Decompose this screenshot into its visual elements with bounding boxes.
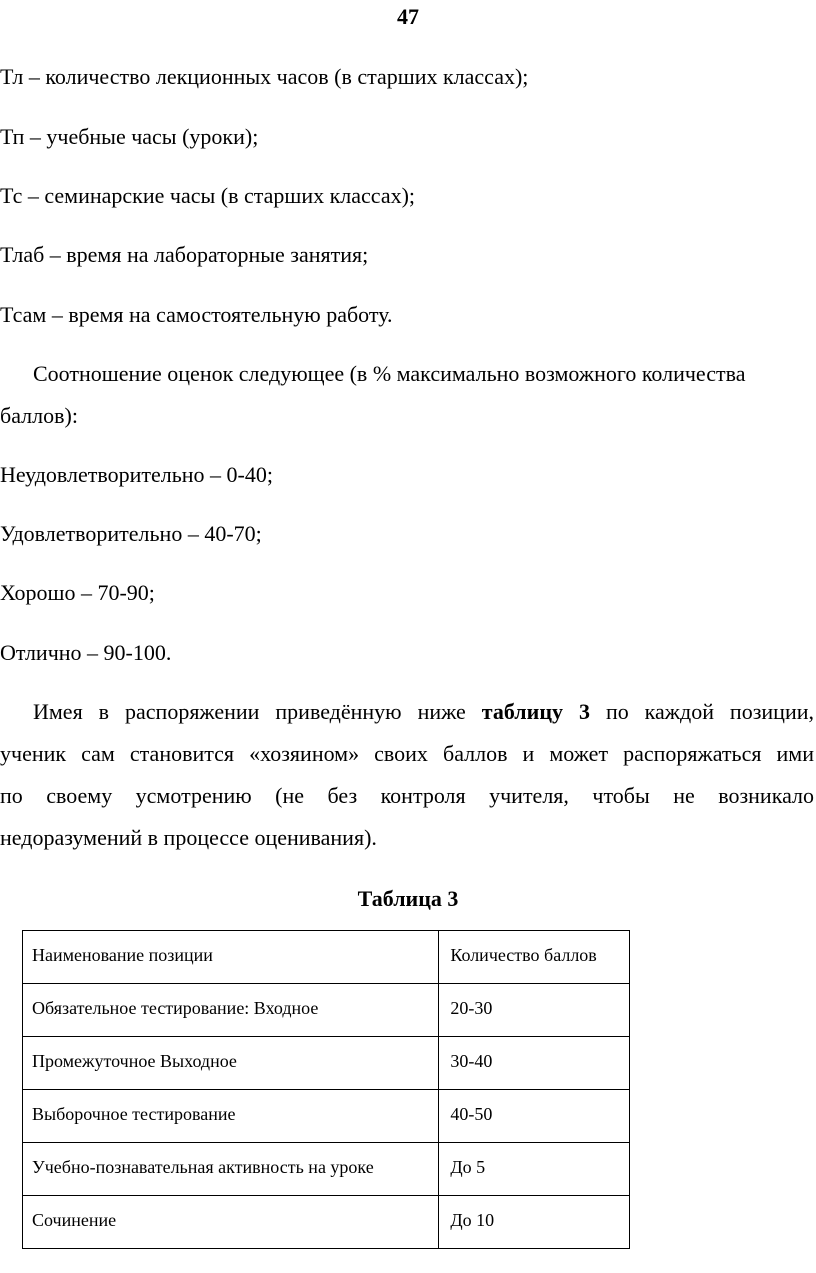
table-cell-position: Промежуточное Выходное [23,1037,439,1090]
table-cell-points: 40-50 [439,1090,630,1143]
paragraph-text: по каждой позиции, [605,699,814,724]
grade-line: Хорошо – 70-90; [0,580,155,605]
table-header-row [23,931,630,984]
paragraph-line: ученик сам становится «хозяином» своих баллов и может распоряжаться ими [0,741,814,766]
grade-line: Удовлетворительно – 40-70; [0,521,262,546]
definition-line: Тп – учебные часы (уроки); [0,124,259,149]
table-cell-position: Учебно-познавательная активность на уроке [23,1143,439,1196]
table-caption: Таблица 3 [357,886,459,911]
paragraph-line: по своему усмотрению (не без контроля учителя, чтобы не возникало [0,783,814,808]
table-cell-position: Выборочное тестирование [23,1090,439,1143]
grade-line: Неудовлетворительно – 0-40; [0,462,273,487]
table-cell-points: До 5 [439,1143,630,1196]
table-row [23,984,630,1037]
definition-line: Тлаб – время на лабораторные занятия; [0,242,369,267]
table-row [23,1090,630,1143]
table-row [23,1143,630,1196]
grade-line: Отлично – 90-100. [0,640,172,665]
table-cell-points: 30-40 [439,1037,630,1090]
table-reference: таблицу 3 [481,699,590,724]
definition-line: Тсам – время на самостоятельную работу. [0,302,393,327]
ratio-intro-line: баллов): [0,403,78,428]
table-row [23,1037,630,1090]
table-row [23,1196,630,1249]
definition-line: Тс – семинарские часы (в старших классах); [0,183,416,208]
points-table [22,930,630,1249]
table-cell-position: Обязательное тестирование: Входное [23,984,439,1037]
definition-line: Тл – количество лекционных часов (в старших классах); [0,64,529,89]
paragraph-line: недоразумений в процессе оценивания). [0,825,377,850]
paragraph-line [0,699,814,725]
ratio-intro-line: Соотношение оценок следующее (в % максимально возможного количества [33,361,746,386]
page-number: 47 [397,4,419,29]
table-header-cell: Наименование позиции [23,931,439,984]
table-cell-position: Сочинение [23,1196,439,1249]
table-cell-points: 20-30 [439,984,630,1037]
paragraph-text: Имея в распоряжении приведённую ниже [33,699,466,724]
table-cell-points: До 10 [439,1196,630,1249]
table-header-cell: Количество баллов [439,931,630,984]
